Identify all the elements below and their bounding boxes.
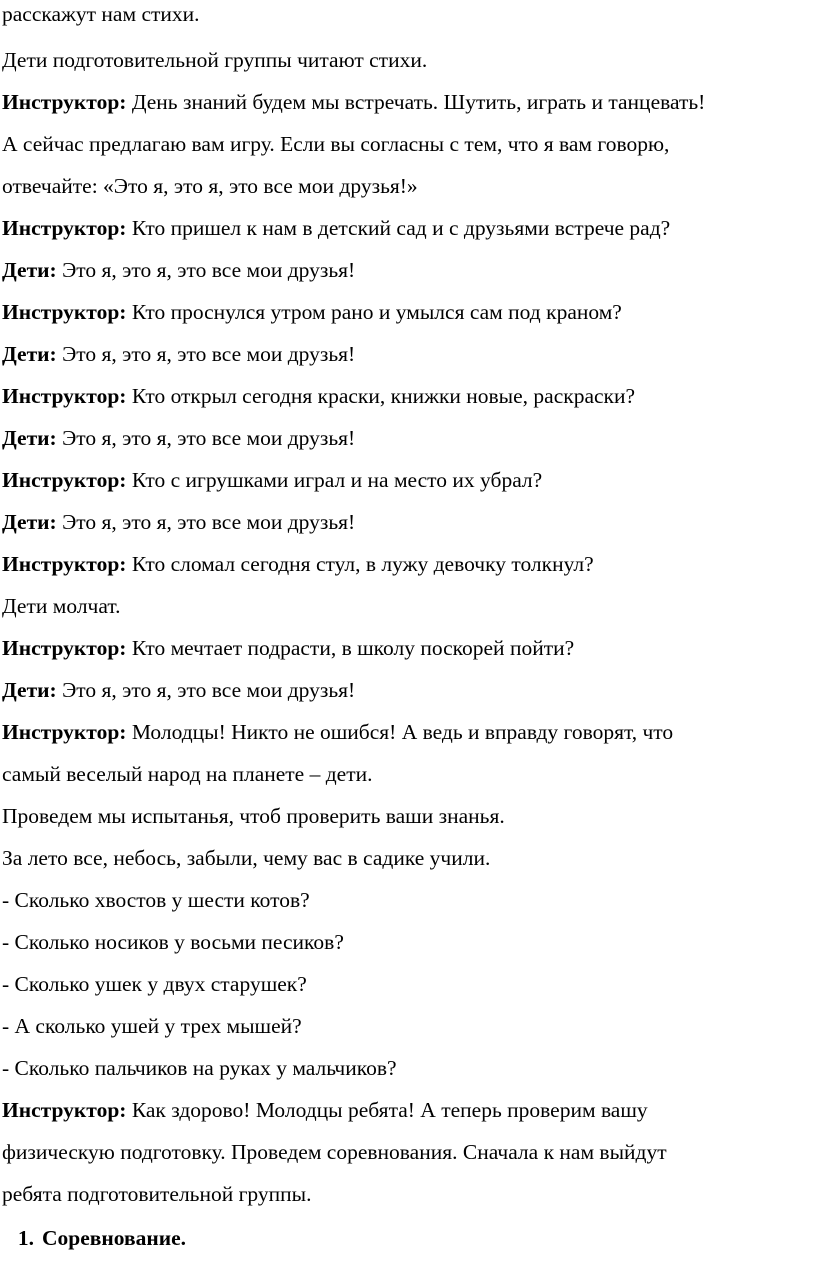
line-text: Кто сломал сегодня стул, в лужу девочку толкнул? xyxy=(126,552,594,576)
text-line xyxy=(2,1096,648,1124)
line-text: А сейчас предлагаю вам игру. Если вы согласны с тем, что я вам говорю, xyxy=(2,132,670,156)
line-text: - Сколько хвостов у шести котов? xyxy=(2,888,310,912)
line-text: Кто открыл сегодня краски, книжки новые, раскраски? xyxy=(126,384,636,408)
text-line xyxy=(2,550,594,578)
text-line xyxy=(2,1054,397,1082)
line-text: Проведем мы испытанья, чтоб проверить ваши знанья. xyxy=(2,804,505,828)
speaker-label: Инструктор: xyxy=(2,300,127,324)
text-line xyxy=(2,172,418,200)
line-text: Кто мечтает подрасти, в школу поскорей пойти? xyxy=(126,636,575,660)
text-line xyxy=(2,634,574,662)
text-line xyxy=(2,466,542,494)
speaker-label: Дети: xyxy=(2,678,57,702)
line-text: Дети подготовительной группы читают стихи. xyxy=(2,48,428,72)
speaker-label: Инструктор: xyxy=(2,1098,127,1122)
heading-number: 1. xyxy=(17,1226,34,1250)
line-text: Дети молчат. xyxy=(2,594,121,618)
line-text: - Сколько ушек у двух старушек? xyxy=(2,972,307,996)
line-text: отвечайте: «Это я, это я, это все мои друзья!» xyxy=(2,174,418,198)
speaker-label: Инструктор: xyxy=(2,384,127,408)
speaker-label: Дети: xyxy=(2,510,57,534)
text-line xyxy=(2,340,355,368)
line-text: Как здорово! Молодцы ребята! А теперь проверим вашу xyxy=(126,1098,648,1122)
text-line xyxy=(2,970,307,998)
text-line xyxy=(2,88,705,116)
text-line xyxy=(2,592,121,620)
line-text: Молодцы! Никто не ошибся! А ведь и вправду говорят, что xyxy=(126,720,674,744)
text-line xyxy=(2,508,355,536)
line-text: - Сколько пальчиков на руках у мальчиков? xyxy=(2,1056,397,1080)
speaker-label: Инструктор: xyxy=(2,468,127,492)
text-line xyxy=(2,1012,302,1040)
speaker-label: Инструктор: xyxy=(2,90,127,114)
line-text: физическую подготовку. Проведем соревнования. Сначала к нам выйдут xyxy=(2,1140,667,1164)
line-text: ребята подготовительной группы. xyxy=(2,1182,312,1206)
speaker-label: Инструктор: xyxy=(2,552,127,576)
text-line xyxy=(2,802,505,830)
section-heading xyxy=(2,1224,186,1252)
text-line xyxy=(2,382,635,410)
text-line xyxy=(2,1138,667,1166)
text-line xyxy=(2,0,200,28)
text-line xyxy=(2,718,673,746)
speaker-label: Дети: xyxy=(2,426,57,450)
text-line xyxy=(2,256,355,284)
text-line xyxy=(2,760,372,788)
text-line xyxy=(2,676,355,704)
speaker-label: Инструктор: xyxy=(2,216,127,240)
speaker-label: Дети: xyxy=(2,342,57,366)
text-line xyxy=(2,214,670,242)
line-text: Это я, это я, это все мои друзья! xyxy=(56,510,356,534)
line-text: расскажут нам стихи. xyxy=(2,2,200,26)
line-text: Кто с игрушками играл и на место их убрал? xyxy=(126,468,543,492)
text-line xyxy=(2,844,490,872)
line-text: Кто проснулся утром рано и умылся сам под краном? xyxy=(126,300,622,324)
line-text: Это я, это я, это все мои друзья! xyxy=(56,342,356,366)
text-line xyxy=(2,928,344,956)
line-text: За лето все, небось, забыли, чему вас в садике учили. xyxy=(2,846,491,870)
heading-title: Соревнование. xyxy=(42,1226,187,1250)
line-text: - А сколько ушей у трех мышей? xyxy=(2,1014,302,1038)
line-text: Кто пришел к нам в детский сад и с друзьями встрече рад? xyxy=(126,216,671,240)
line-text: Это я, это я, это все мои друзья! xyxy=(56,678,356,702)
text-line xyxy=(2,46,427,74)
speaker-label: Дети: xyxy=(2,258,57,282)
line-text: День знаний будем мы встречать. Шутить, играть и танцевать! xyxy=(126,90,706,114)
speaker-label: Инструктор: xyxy=(2,636,127,660)
text-line xyxy=(2,886,310,914)
line-text: Это я, это я, это все мои друзья! xyxy=(56,258,356,282)
speaker-label: Инструктор: xyxy=(2,720,127,744)
line-text: самый веселый народ на планете – дети. xyxy=(2,762,373,786)
text-line xyxy=(2,1180,311,1208)
text-line xyxy=(2,424,355,452)
text-line xyxy=(2,130,669,158)
line-text: Это я, это я, это все мои друзья! xyxy=(56,426,356,450)
line-text: - Сколько носиков у восьми песиков? xyxy=(2,930,344,954)
text-line xyxy=(2,298,622,326)
